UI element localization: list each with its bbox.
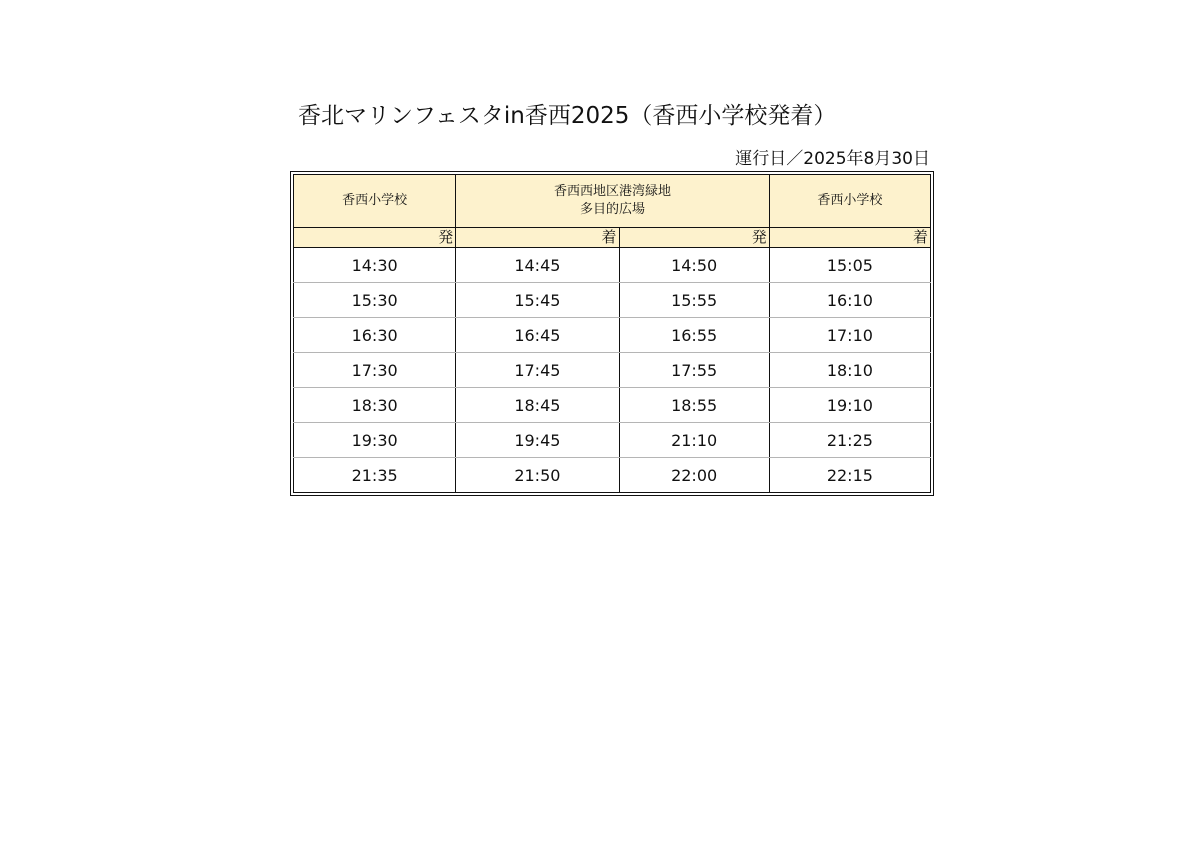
time-cell: 15:05 bbox=[769, 248, 930, 283]
table-row bbox=[294, 458, 931, 493]
time-cell: 14:45 bbox=[456, 248, 619, 283]
table-row bbox=[294, 283, 931, 318]
stop-midpoint-line1: 香西西地区港湾緑地 bbox=[553, 184, 671, 199]
time-cell: 15:55 bbox=[619, 283, 769, 318]
table-row bbox=[294, 353, 931, 388]
time-cell: 17:10 bbox=[769, 318, 930, 353]
table-row bbox=[294, 423, 931, 458]
time-cell: 21:35 bbox=[294, 458, 456, 493]
time-cell: 19:10 bbox=[769, 388, 930, 423]
stop-midpoint-line2: 多目的広場 bbox=[579, 202, 645, 217]
time-cell: 16:45 bbox=[456, 318, 619, 353]
time-cell: 16:10 bbox=[769, 283, 930, 318]
direction-arrive: 着 bbox=[769, 228, 930, 248]
stop-header-row bbox=[294, 175, 931, 228]
time-cell: 18:45 bbox=[456, 388, 619, 423]
operation-date: 運行日／2025年8月30日 bbox=[735, 149, 930, 169]
time-cell: 21:50 bbox=[456, 458, 619, 493]
timetable-frame bbox=[290, 171, 934, 496]
direction-depart: 発 bbox=[619, 228, 769, 248]
stop-origin-label: 香西小学校 bbox=[342, 193, 408, 208]
time-cell: 16:55 bbox=[619, 318, 769, 353]
stop-destination-label: 香西小学校 bbox=[817, 193, 883, 208]
page-title: 香北マリンフェスタin香西2025（香西小学校発着） bbox=[298, 103, 837, 129]
time-cell: 19:45 bbox=[456, 423, 619, 458]
direction-depart: 発 bbox=[294, 228, 456, 248]
time-cell: 21:25 bbox=[769, 423, 930, 458]
table-row bbox=[294, 388, 931, 423]
time-cell: 18:55 bbox=[619, 388, 769, 423]
direction-header-row bbox=[294, 228, 931, 248]
time-cell: 14:50 bbox=[619, 248, 769, 283]
time-cell: 18:10 bbox=[769, 353, 930, 388]
table-row bbox=[294, 248, 931, 283]
time-cell: 21:10 bbox=[619, 423, 769, 458]
table-row bbox=[294, 318, 931, 353]
time-cell: 14:30 bbox=[294, 248, 456, 283]
stop-destination bbox=[769, 175, 930, 228]
time-cell: 17:45 bbox=[456, 353, 619, 388]
time-cell: 15:45 bbox=[456, 283, 619, 318]
bus-timetable bbox=[293, 174, 931, 493]
time-cell: 18:30 bbox=[294, 388, 456, 423]
direction-arrive: 着 bbox=[456, 228, 619, 248]
stop-origin bbox=[294, 175, 456, 228]
time-cell: 22:00 bbox=[619, 458, 769, 493]
time-cell: 17:30 bbox=[294, 353, 456, 388]
time-cell: 17:55 bbox=[619, 353, 769, 388]
stop-midpoint bbox=[456, 175, 769, 228]
time-cell: 15:30 bbox=[294, 283, 456, 318]
time-cell: 19:30 bbox=[294, 423, 456, 458]
time-cell: 16:30 bbox=[294, 318, 456, 353]
time-cell: 22:15 bbox=[769, 458, 930, 493]
